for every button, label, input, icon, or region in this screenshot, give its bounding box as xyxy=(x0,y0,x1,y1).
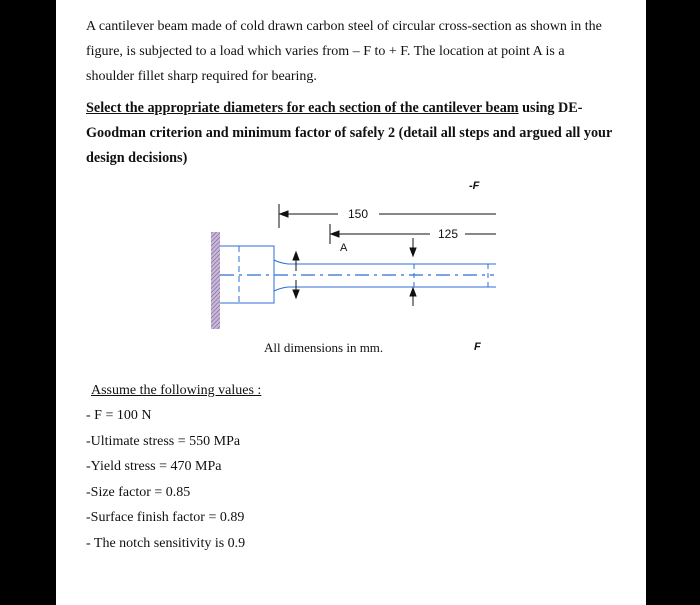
assumption-item: - F = 100 N xyxy=(86,408,152,423)
assumption-item: -Ultimate stress = 550 MPa xyxy=(86,433,241,449)
dimension-150 xyxy=(279,204,496,228)
force-label-top: -F xyxy=(469,180,480,192)
dim-125-label: 125 xyxy=(437,227,459,241)
load-arrows xyxy=(293,238,416,306)
document-page xyxy=(56,0,646,605)
problem-intro: A cantilever beam made of cold drawn carbon steel of circular cross-section as shown in the figure, is subjected to a load which varies from – F to + F. The location at point A is a shoulder fillet sharp required for bearing. xyxy=(86,19,602,84)
point-a-label: A xyxy=(340,242,348,254)
dim-150-label: 150 xyxy=(347,207,369,221)
figure-caption: All dimensions in mm. xyxy=(264,340,384,355)
assumptions-block xyxy=(86,378,261,556)
wall-support xyxy=(211,232,220,329)
task-rest: using DE-Goodman criterion and minimum factor of safely 2 (detail all steps and argued all your design decisions) xyxy=(86,100,612,166)
assumption-item: -Surface finish factor = 0.89 xyxy=(86,510,245,525)
assumption-item: - The notch sensitivity is 0.9 xyxy=(86,535,246,551)
assumption-item: -Yield stress = 470 MPa xyxy=(86,459,222,474)
assumption-item: -Size factor = 0.85 xyxy=(86,484,191,500)
force-label-bottom: F xyxy=(474,341,481,353)
problem-task xyxy=(86,96,616,171)
assumptions-heading: Assume the following values : xyxy=(91,383,262,398)
task-underlined: Select the appropriate diameters for each section of the cantilever beam xyxy=(86,100,519,116)
